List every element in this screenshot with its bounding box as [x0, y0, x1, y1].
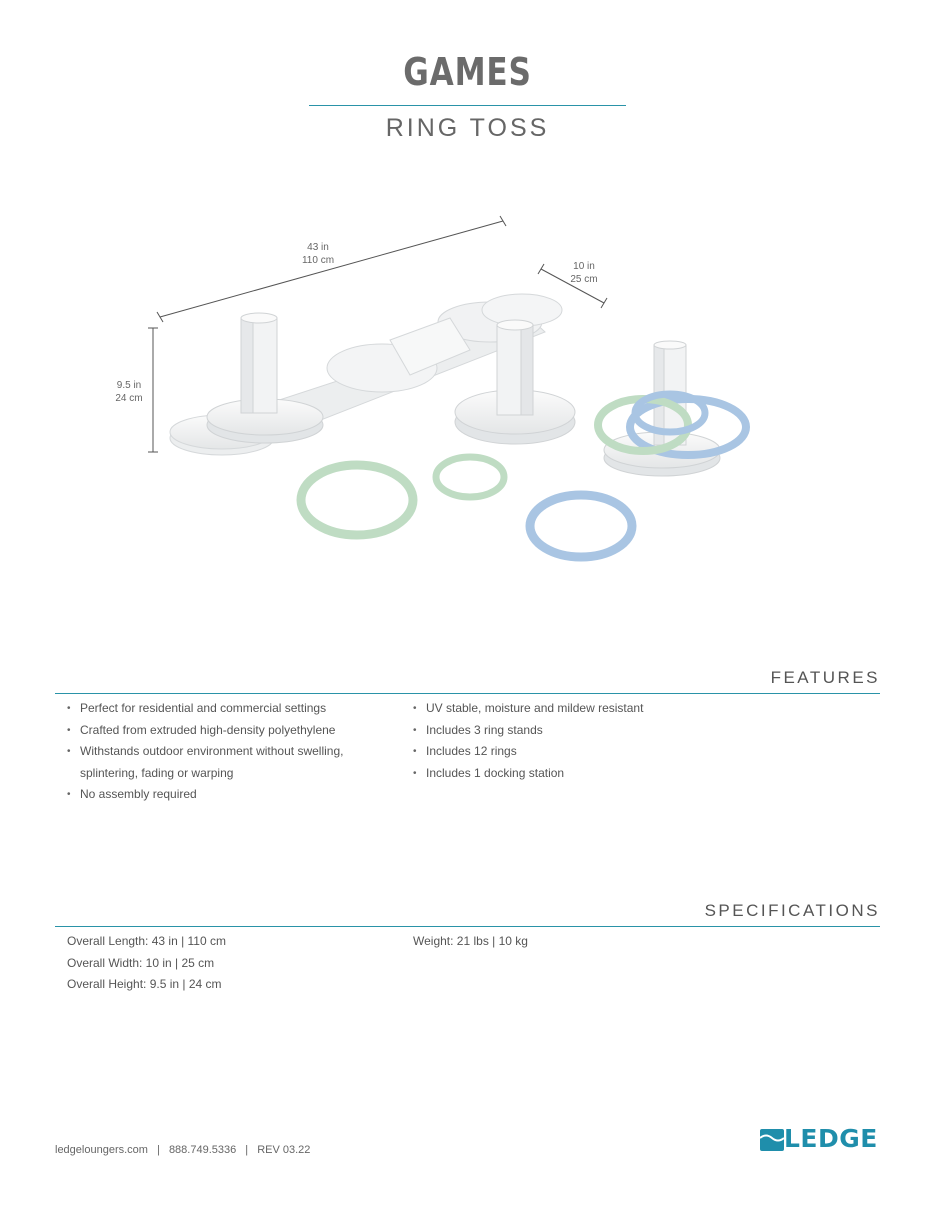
ring-blue-large	[530, 495, 632, 557]
features-divider	[55, 693, 880, 694]
page-subtitle: RING TOSS	[385, 114, 550, 142]
wave-icon	[760, 1129, 784, 1151]
features-list-left	[66, 698, 396, 806]
list-item: • UV stable, moisture and mildew resistant	[412, 698, 742, 720]
spec-item: Overall Width: 10 in | 25 cm	[67, 955, 215, 970]
title-divider	[309, 105, 626, 106]
specifications-divider	[55, 926, 880, 927]
list-item: • Includes 3 ring stands	[412, 720, 742, 742]
footer-contact: ledgeloungers.com | 888.749.5336 | REV 03.22	[55, 1144, 311, 1156]
specifications-heading: SPECIFICATIONS	[704, 901, 880, 920]
ring-green-large	[301, 465, 413, 535]
logo-text: LEDGE	[784, 1124, 878, 1153]
width-label: 10 in 25 cm	[570, 261, 598, 285]
footer-website[interactable]: ledgeloungers.com	[55, 1144, 148, 1156]
ring-green-small	[436, 457, 504, 497]
footer-phone[interactable]: 888.749.5336	[168, 1144, 237, 1156]
ledge-logo	[760, 1126, 878, 1154]
height-label: 9.5 in 24 cm	[115, 380, 143, 404]
specifications-left	[67, 931, 397, 996]
list-item: • Includes 12 rings	[412, 741, 742, 763]
list-item: • Withstands outdoor environment without swelling, splintering, fading or warping	[66, 741, 350, 784]
list-item: • Perfect for residential and commercial settings	[66, 698, 396, 720]
features-list-right	[412, 698, 742, 784]
features-heading: FEATURES	[770, 668, 880, 687]
list-item: • Crafted from extruded high-density polyethylene	[66, 720, 396, 742]
page-title: GAMES	[403, 50, 532, 94]
length-label: 43 in 110 cm	[301, 242, 335, 266]
specifications-right	[413, 931, 743, 953]
ring-stand-left	[207, 313, 323, 443]
list-item: • No assembly required	[66, 784, 396, 806]
spec-item: Weight: 21 lbs | 10 kg	[413, 934, 528, 948]
list-item: • Includes 1 docking station	[412, 763, 742, 785]
spec-item: Overall Height: 9.5 in | 24 cm	[67, 977, 222, 991]
length-dimension-line	[157, 216, 506, 322]
footer-revision: REV 03.22	[257, 1144, 311, 1156]
spec-item: Overall Length: 43 in | 110 cm	[67, 934, 226, 948]
